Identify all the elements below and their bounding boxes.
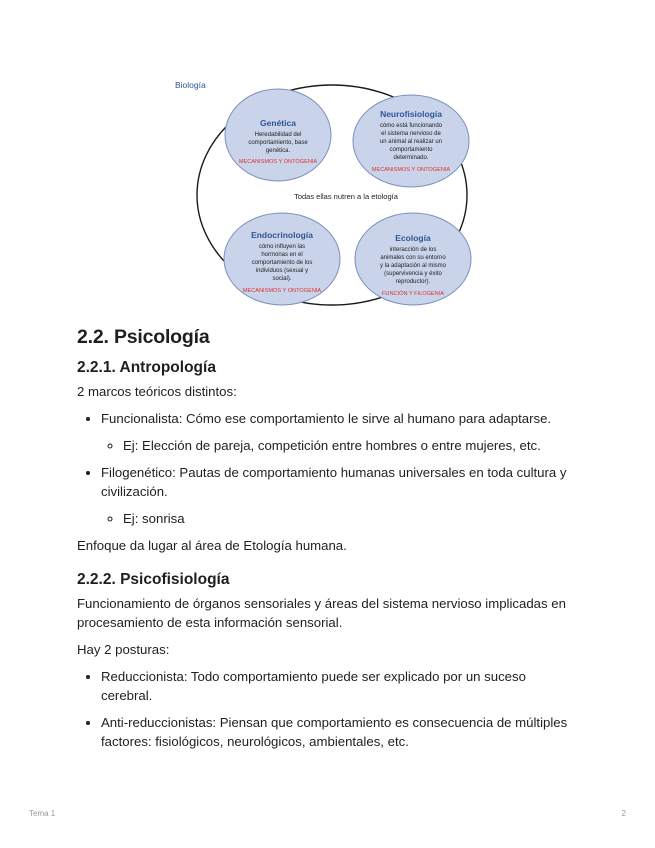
circle-line: cómo influyen las bbox=[258, 244, 306, 250]
circle-line: comportamiento, base bbox=[248, 140, 308, 146]
circle-line: (supervivencia y éxito bbox=[384, 271, 442, 277]
paragraph: Enfoque da lugar al área de Etología humana. bbox=[77, 538, 347, 553]
circle-title: Endocrinología bbox=[251, 230, 313, 240]
circle-line: determinado. bbox=[393, 155, 429, 161]
page-number: 2 bbox=[621, 809, 626, 818]
circle-line: animales con su entorno bbox=[380, 255, 446, 261]
circle-genetica bbox=[225, 89, 331, 181]
circle-line: y la adaptación al mismo bbox=[379, 263, 447, 269]
circle-tag: MECANISMOS Y ONTOGENIA bbox=[242, 288, 322, 294]
circle-neurofisiologia bbox=[353, 95, 469, 187]
paragraph: Funcionamiento de órganos sensoriales y áreas del sistema nervioso implicadas en procesamiento de esta información sensorial. bbox=[77, 596, 566, 630]
list-item-text: Funcionalista: Cómo ese comportamiento le sirve al humano para adaptarse. bbox=[101, 411, 552, 426]
biology-diagram-svg bbox=[170, 74, 480, 310]
sub-list-item: ◦ Ej: sonrisa bbox=[123, 509, 577, 528]
center-text: Todas ellas nutren a la etología bbox=[294, 192, 398, 201]
circle-line: el sistema nervioso de bbox=[381, 131, 441, 137]
footer-chapter: Tema 1 bbox=[29, 809, 56, 818]
circle-line: individuos (sexual y bbox=[255, 268, 309, 274]
circle-line: cómo está funcionando bbox=[379, 123, 443, 129]
biology-diagram bbox=[170, 74, 480, 310]
circle-line: reproductor). bbox=[395, 279, 431, 285]
circle-line: Heredabilidad del bbox=[254, 132, 302, 138]
circle-tag: MECANISMOS Y ONTOGENIA bbox=[371, 167, 451, 173]
circle-title: Genética bbox=[260, 118, 296, 128]
circle-line: comportamiento de los bbox=[251, 260, 313, 266]
subsection-title-psicofisiologia: 2.2.2. Psicofisiología bbox=[77, 571, 230, 588]
circle-title: Neurofisiología bbox=[380, 109, 442, 119]
circle-endocrinologia bbox=[224, 213, 340, 305]
circle-tag: MECANISMOS Y ONTOGENIA bbox=[238, 159, 318, 165]
list-item: • Anti-reduccionistas: Piensan que comportamiento es consecuencia de múltiples factores: fisiológicos, neurológicos, ambientales, etc. bbox=[101, 713, 577, 751]
paragraph: Hay 2 posturas: bbox=[77, 642, 170, 657]
list-item-text: Filogenético: Pautas de comportamiento humanas universales en toda cultura y civilización. bbox=[101, 465, 567, 499]
circle-title: Ecología bbox=[395, 233, 431, 243]
sub-list-item: ◦ Ej: Elección de pareja, competición entre hombres o entre mujeres, etc. bbox=[123, 436, 577, 455]
section-title: 2.2. Psicología bbox=[77, 326, 210, 348]
subsection-title-antropologia: 2.2.1. Antropología bbox=[77, 359, 216, 376]
bullet-list bbox=[77, 409, 577, 528]
circle-ecologia bbox=[355, 213, 471, 305]
list-item bbox=[101, 409, 577, 455]
bullet-list bbox=[77, 667, 577, 751]
circle-line: hormonas en el bbox=[261, 252, 303, 258]
circle-line: interacción de los bbox=[389, 247, 437, 253]
sub-bullet-list bbox=[101, 509, 577, 528]
circle-line: genética. bbox=[265, 148, 291, 154]
circle-line: comportamiento bbox=[389, 147, 433, 153]
list-item bbox=[101, 463, 577, 528]
diagram-label: Biología bbox=[175, 80, 206, 90]
circle-tag: FUNCIÓN Y FILOGENIA bbox=[382, 291, 444, 297]
sub-bullet-list bbox=[101, 436, 577, 455]
circle-line: un animal al realizar un bbox=[379, 139, 443, 145]
paragraph: 2 marcos teóricos distintos: bbox=[77, 384, 237, 399]
circle-line: social). bbox=[272, 276, 292, 282]
list-item: • Reduccionista: Todo comportamiento puede ser explicado por un suceso cerebral. bbox=[101, 667, 577, 705]
document-content bbox=[77, 326, 577, 759]
